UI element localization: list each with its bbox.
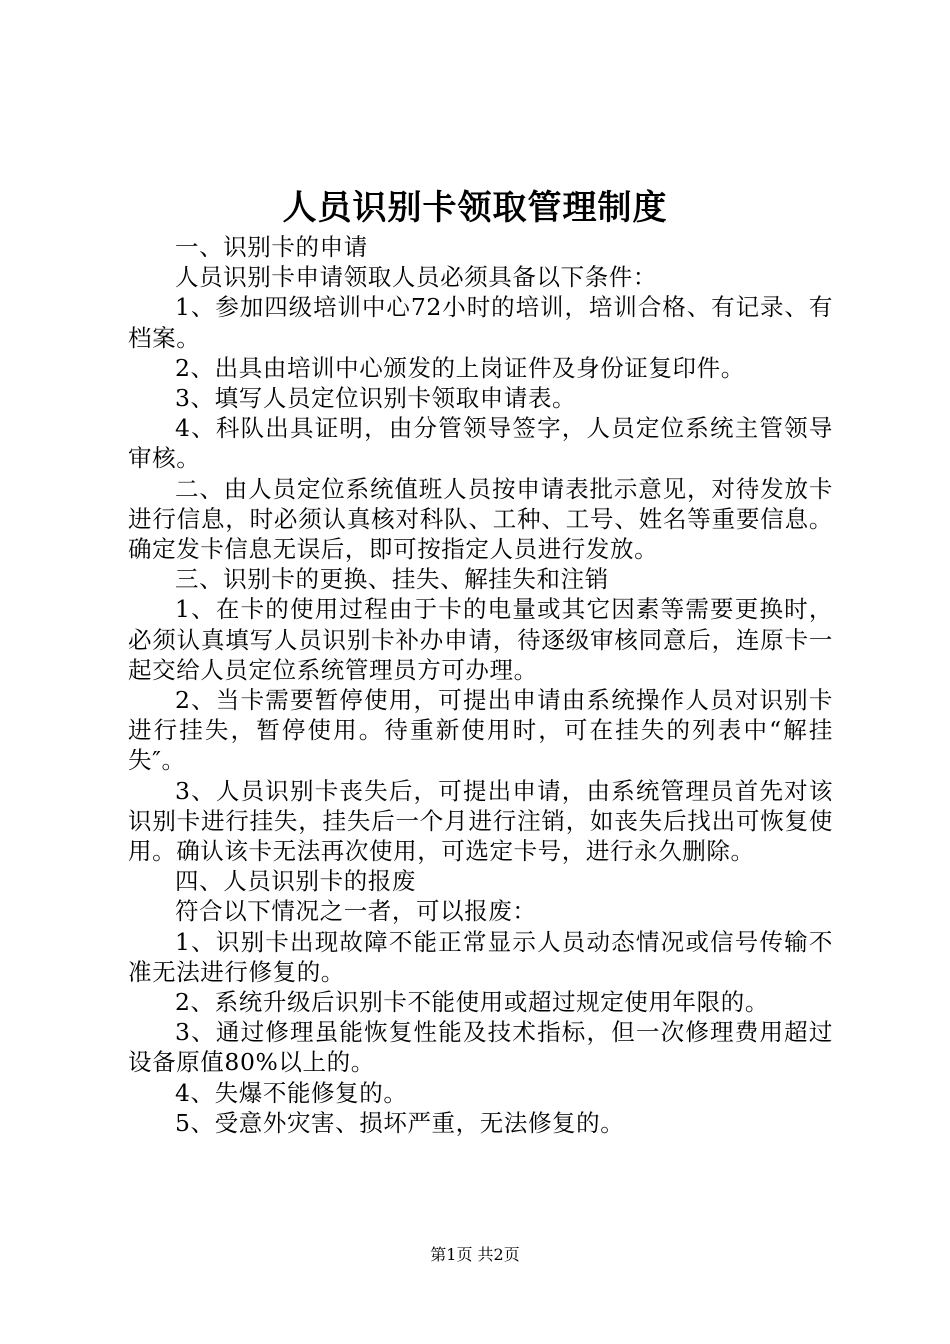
- list-item: 2、当卡需要暂停使用，可提出申请由系统操作人员对识别卡进行挂失，暂停使用。待重新使用时，可在挂失的列表中“解挂失″。: [128, 686, 833, 775]
- list-item: 5、受意外灾害、损坏严重，无法修复的。: [175, 1108, 625, 1137]
- list-item: 1、参加四级培训中心72小时的培训，培训合格、有记录、有档案。: [128, 293, 833, 352]
- document-title: 人员识别卡领取管理制度: [282, 188, 668, 228]
- document-body: [128, 232, 833, 1138]
- section-heading-3: 三、识别卡的更换、挂失、解挂失和注销: [175, 565, 609, 594]
- paragraph: 符合以下情况之一者，可以报废：: [175, 897, 537, 926]
- section-heading-4: 四、人员识别卡的报废: [175, 867, 416, 896]
- list-item: 2、出具由培训中心颁发的上岗证件及身份证复印件。: [175, 353, 745, 382]
- section-heading-2: 二、由人员定位系统值班人员按申请表批示意见，对待发放卡进行信息，时必须认真核对科队、工种、工号、姓名等重要信息。确定发卡信息无误后，即可按指定人员进行发放。: [128, 474, 833, 564]
- list-item: 2、系统升级后识别卡不能使用或超过规定使用年限的。: [175, 988, 769, 1017]
- page-footer: 第1页 共2页: [430, 1245, 520, 1264]
- list-item: 4、失爆不能修复的。: [175, 1078, 408, 1107]
- list-item: 3、人员识别卡丧失后，可提出申请，由系统管理员首先对该识别卡进行挂失，挂失后一个月进行注销，如丧失后找出可恢复使用。确认该卡无法再次使用，可选定卡号，进行永久删除。: [128, 776, 833, 866]
- list-item: 1、在卡的使用过程由于卡的电量或其它因素等需要更换时，必须认真填写人员识别卡补办申请，待逐级审核同意后，连原卡一起交给人员定位系统管理员方可办理。: [128, 595, 833, 684]
- list-item: 3、通过修理虽能恢复性能及技术指标，但一次修理费用超过设备原值80%以上的。: [128, 1018, 833, 1077]
- list-item: 3、填写人员定位识别卡领取申请表。: [175, 384, 577, 413]
- paragraph: 人员识别卡申请领取人员必须具备以下条件：: [175, 263, 657, 292]
- list-item: 4、科队出具证明，由分管领导签字，人员定位系统主管领导审核。: [128, 414, 833, 473]
- list-item: 1、识别卡出现故障不能正常显示人员动态情况或信号传输不准无法进行修复的。: [128, 927, 833, 986]
- section-heading-1: 一、识别卡的申请: [175, 233, 368, 261]
